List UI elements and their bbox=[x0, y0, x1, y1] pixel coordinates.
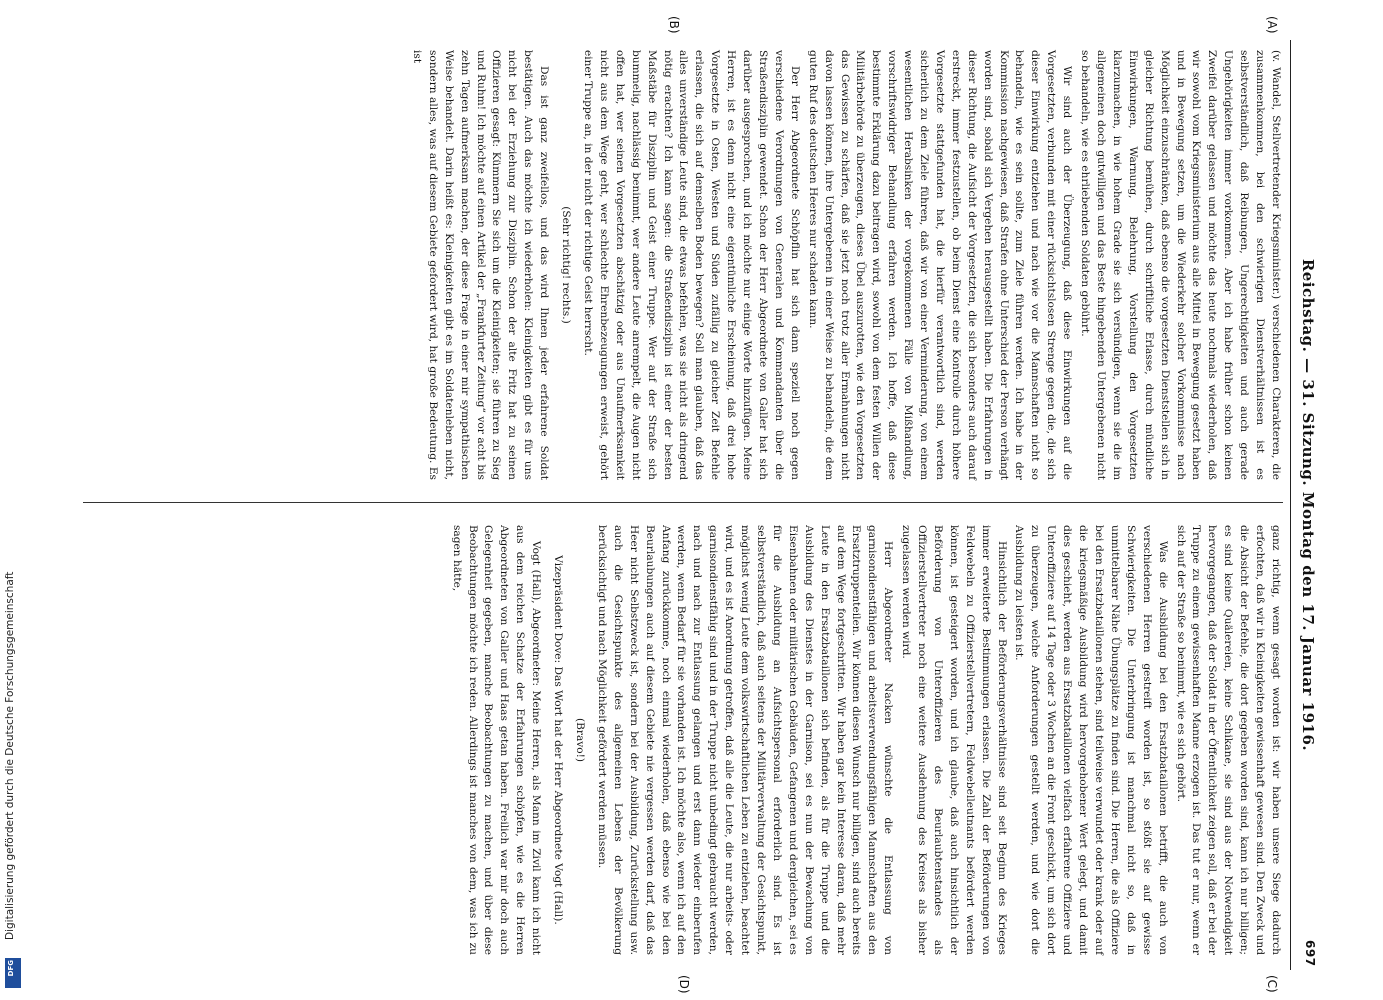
interjection: (Sehr richtig! rechts.) bbox=[560, 206, 573, 324]
interjection: (Bravo!) bbox=[574, 717, 587, 763]
margin-marker-d: (D) bbox=[677, 975, 691, 994]
paragraph: Das ist ganz zweifellos, und das wird Ihnen jeder erfahrene Soldat bestätigen. Auch das möchte ich wiederholen: Kleinigkeiten gibt es für uns nicht bei der Erziehung zur Disziplin. Schon der alte Fritz hat zu seinen Offizieren gesagt: Kümmern Sie sich um die Kleinigkeiten; sie führen zu Sieg und Ruhm! Ich möchte auf einen Artikel der „Frankfurter Zeitung“ vor acht bis zehn Tagen aufmerksam machen, der diese Frage in einer mir sympathischen Weise behandelt. Darin heißt es: Kleinigkeiten gibt es im Soldatenleben nicht, sondern alles, was auf diesem Gebiete gefordert wird, hat große Bedeutung. Es ist bbox=[410, 50, 551, 480]
margin-marker-b: (B) bbox=[667, 16, 681, 34]
chair-announcement: Vizepräsident Dove: Das Wort hat der Herr Abgeordnete Vogt (Hall). bbox=[552, 555, 565, 925]
header-rule bbox=[1290, 40, 1291, 970]
rotated-page bbox=[59, 16, 1321, 994]
paragraph: Herr Abgeordneter Nacken wünschte die Entlassung von garnisondienstfähigen und arbeitsverwendungsfähigen Mannschaften aus den Ersatztruppenteilen. Wir können diesen Wunsch nur billigen, sind auch bereits auf dem Wege fortgeschritten. Wir haben gar kein Interesse daran, daß mehr Leute in den Ersatzbataillonen sich befinden, als für die Truppe und die Ausbildung des Dienstes in der Garnison, sei es nun der Bewachung von Eisenbahnen oder militärischen Gebäuden, Gefangenen und dergleichen, sei es für die Ausbildung an Aufsichtspersonal erforderlich sind. Es ist selbstverständlich, daß auch seitens der Militärverwaltung der Gesichtspunkt, möglichst wenig Leute dem volkswirtschaftlichen Leben zu entziehen, beachtet wird, und es ist Anordnung getroffen, daß alle die Leute, die nur arbeits- oder garnisondienstfähig sind und in der Truppe nicht unbedingt gebraucht werden, nach und nach zur Entlassung gelangen und erst dann wieder einberufen werden, wenn Bedarf für sie vorhanden ist. Ich möchte also, wenn ich auf den Anfang zurückkomme, noch einmal wiederholen, daß ebenso wie bei den Beurlaubungen auch auf diesem Gebiete nie vergessen werden darf, daß das Heer nicht Selbstzweck ist, sondern bei der Ausbildung, Zurückstellung usw. auch die Gesichtspunkte des allgemeinen Lebens der Bevölkerung berücksichtigt und nach Möglichkeit gefördert werden müssen. bbox=[595, 525, 895, 955]
paragraph: Der Herr Abgeordnete Schöpflin hat sich dann speziell noch gegen verschiedene Verordnungen von Generalen und Kommandanten über die Straßendisziplin gewendet. Schon der Herr Abgeordnete von Galler hat sich darüber ausgesprochen, und ich möchte nur einige Worte hinzufügen. Meine Herren, ist es denn nicht eine eigentümliche Erscheinung, daß drei hohe Vorgesetzte in Osten, Westen und Süden zufällig zu gleicher Zeit Befehle erlassen, die sich auf demselben Boden bewegen? Soll man glauben, daß das alles unverständige Leute sind, die etwas befehlen, was sie nicht als dringend nötig erachten? Ich kann sagen: die Straßendisziplin ist einer der besten Maßstäbe für Disziplin und Geist einer Truppe. Wer auf der Straße sich bummelig, nachlässig benimmt, wer andere Leute anrempelt, die Augen nicht offen hat, wer seinen Vorgesetzten abschätzig oder aus Unaufmerksamkeit nicht aus dem Wege geht, wer schlechte Ehrenbezeugungen erweist, gehört einer Truppe an, in der nicht der richtige Geist herrscht. bbox=[582, 50, 801, 480]
margin-marker-a: (A) bbox=[1265, 16, 1279, 34]
digitization-footer bbox=[4, 40, 22, 990]
column-divider bbox=[83, 502, 1283, 503]
paragraph: ganz richtig, wenn gesagt worden ist: wir haben unsere Siege dadurch erfochten, daß wir in Kleinigkeiten gewissenhaft gewesen sind. Den Zweck und die Absicht der Befehle, die dort gegeben worden sind, kann ich nur billigen; es sind keine Quälereien, keine Schikane, sie sind aus der Notwendigkeit hervorgegangen, daß der Soldat in der Öffentlichkeit zeigen soll, daß er bei der Truppe zu einem gewissenhaften Manne erzogen ist. Das tut er nur, wenn er sich auf der Straße so benimmt, wie es sich gehört. bbox=[1174, 525, 1282, 955]
paragraph: Vogt (Hall), Abgeordneter: Meine Herren, als Mann im Zivil kann ich nicht aus dem reichen Schatze der Erfahrungen schöpfen, wie es die Herren Abgeordneten von Galler und Haas getan haben. Freilich war mir doch auch Gelegenheit gegeben, manche Beobachtungen zu machen, und über diese Beobachtungen möchte ich reden. Allerdings ist manches von dem, was ich zu sagen hätte, bbox=[450, 525, 543, 955]
dfg-logo bbox=[5, 958, 21, 988]
page-header bbox=[1289, 40, 1321, 970]
dfg-logo-text: DFG bbox=[7, 960, 15, 977]
left-column bbox=[406, 50, 1283, 480]
paragraph: Hinsichtlich der Beförderungsverhältnisse sind seit Beginn des Krieges immer erweiterte Bestimmungen erlassen. Die Zahl der Beförderungen von Feldwebeln zu Offizierstellvertretern, Feldwebelleutnants befördert werden können, ist gesteigert worden, und ich glaube, daß auch hinsichtlich der Beförderung von Unteroffizieren des Beurlaubtenstandes als Offizierstellvertreter noch eine weitere Ausdehnung des Kreises als bisher zugelassen werden wird. bbox=[900, 525, 1008, 955]
page-number: 697 bbox=[1303, 940, 1317, 967]
digitization-note: Digitalisierung gefördert durch die Deutsche Forschungsgemeinschaft bbox=[4, 571, 16, 940]
margin-marker-c: (C) bbox=[1265, 975, 1279, 993]
running-title: Reichstag. — 31. Sitzung. Montag den 17. Januar 1916. bbox=[1299, 258, 1317, 752]
paragraph: Wir sind auch der Überzeugung, daß diese Einwirkungen auf die Vorgesetzten, verbunden mit einer rücksichtslosen Strenge gegen die, die sich dieser Einwirkung entziehen und nach wie vor die Mannschaften nicht so behandeln, wie es sein sollte, zum Ziele führen werden. Ich habe in der Kommission nachgewiesen, daß Strafen ohne Unterschied der Person verhängt worden sind, sobald sich Vergehen herausgestellt haben. Die Erfahrungen in dieser Richtung, die Aufsicht der Vorgesetzten, die sich besonders auch darauf erstreckt, immer festzustellen, ob beim Dienst eine Kontrolle durch höhere Vorgesetzte stattgefunden hat, die hierfür verantwortlich sind, werden sicherlich zu dem Ziele führen, daß wir von einer Verminderung, von einem wesentlichen Herabsinken der vorgekommenen Fälle von Mißhandlung, vorschriftswidriger Behandlung erfahren werden. Ich hoffe, daß diese bestimmte Erklärung dazu beitragen wird, sowohl von dem festen Willen der Militärbehörde zu überzeugen, dieses Übel auszurotten, wie den Vorgesetzten das Gewissen zu schärfen, daß sie jetzt noch trotz aller Ermahnungen nicht davon lassen können, ihre Untergebenen in einer Weise zu behandeln, die dem guten Ruf des deutschen Heeres nur schaden kann. bbox=[806, 50, 1074, 480]
right-column bbox=[446, 525, 1283, 955]
paragraph: Was die Ausbildung bei den Ersatzbataillonen betrifft, die auch von verschiedenen Herren gestreift worden ist, so stößt sie auf gewisse Schwierigkeiten. Die Unterbringung ist manchmal nicht so, daß in unmittelbarer Nähe Übungsplätze zu finden sind. Die Herren, die als Offiziere bei den Ersatzbataillonen stehen, sind teilweise verwundet oder krank oder auf die kriegsmäßige Ausbildung wird hervorgehobener Wert gelegt, und damit dies geschieht, werden aus Ersatzbataillonen vielfach erfahrene Offiziere und Unteroffiziere auf 14 Tage oder 3 Wochen an die Front geschickt, um sich dort zu überzeugen, welche Anforderungen gestellt werden, und wie dort die Ausbildung zu leisten ist. bbox=[1013, 525, 1169, 955]
paragraph: (v. Wandel, Stellvertretender Kriegsminister.) verschiedenen Charakteren, die zusammenkommen, bei den schwierigen Dienstverhältnissen ist es selbstverständlich, daß Reibungen, Ungerechtigkeiten und auch gerade Ungehörigkeiten immer vorkommen. Aber ich habe früher schon keinen Zweifel darüber gelassen und möchte das heute nochmals wiederholen, daß wir sowohl vom Kriegsministerium aus alle Mittel in Bewegung gesetzt haben und in Bewegung setzen, um die Wiederkehr solcher Vorkommnisse nach Möglichkeit einzuschränken, daß ebenso die vorgesetzten Dienststellen sich in gleicher Richtung bemühen, durch schriftliche Erlasse, durch mündliche Einwirkungen, Warnung, Belehrung, Vorstellung den Vorgesetzten klarzumachen, in wie hohem Grade sie sich versündigen, wenn sie die im allgemeinen doch gutwilligen und das Beste hingebenden Untergebenen nicht so behandeln, wie es ehrliebenden Soldaten gebührt. bbox=[1079, 50, 1282, 480]
